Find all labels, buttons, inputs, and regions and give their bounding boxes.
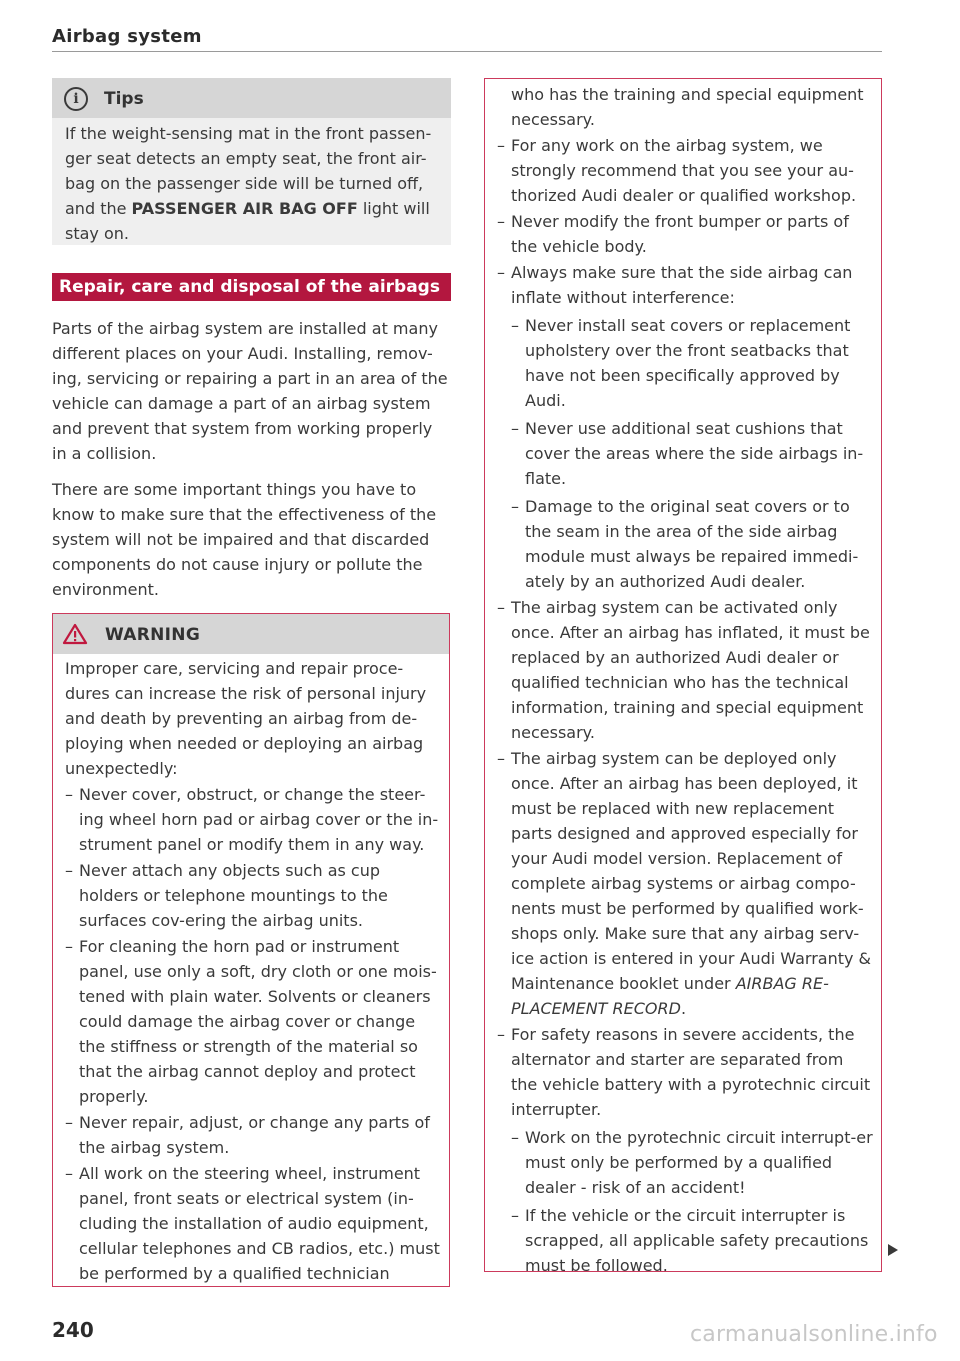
tips-bold-label: PASSENGER AIR BAG OFF xyxy=(131,199,358,218)
list-item: – Always make sure that the side airbag can inflate without interference: xyxy=(497,263,853,307)
tips-title: Tips xyxy=(104,89,144,109)
list-item-text: Never modify the front bumper or parts of the vehicle body. xyxy=(511,212,849,256)
list-item: – For cleaning the horn pad or instrument panel, use only a soft, dry cloth or one mois-tened with plain water. Solvents or cleaners could damage the airbag cover or change the stiffness or strength of the material so that the airbag cannot deploy and protect properly. xyxy=(65,937,437,1106)
list-item-text: . xyxy=(680,999,687,1018)
list-item: – For safety reasons in severe accidents, the alternator and starter are separated from the vehicle battery with a pyrotechnic circuit interrupter. xyxy=(497,1025,871,1119)
header-divider xyxy=(52,51,882,52)
list-item-text: Never cover, obstruct, or change the steer-ing wheel horn pad or airbag cover or the in-strument panel or modify them in any way. xyxy=(79,785,439,854)
sub-list-item: – Never use additional seat cushions that cover the areas where the side airbags in-flate. xyxy=(511,419,864,488)
watermark: carmanualsonline.info xyxy=(690,1322,938,1347)
continuation-text: who has the training and special equipment necessary. xyxy=(511,85,864,129)
list-item-text: The airbag system can be activated only once. After an airbag has inflated, it must be replaced by an authorized Audi dealer or qualified technician who has the technical information, training and special equipment necessary. xyxy=(511,598,870,742)
warning-intro: Improper care, servicing and repair proce-dures can increase the risk of personal injury and death by preventing an airbag from de-ploying when needed or deploying an airbag unexpectedly: xyxy=(65,659,427,778)
list-item-text: Work on the pyrotechnic circuit interrupt-er must only be performed by a qualified dealer - risk of an accident! xyxy=(525,1128,873,1197)
warning-body xyxy=(53,654,449,1286)
tips-text xyxy=(52,118,451,246)
list-item-text: Always make sure that the side airbag can inflate without interference: xyxy=(511,263,853,307)
list-item-text: Never use additional seat cushions that cover the areas where the side airbags in-flate. xyxy=(525,419,864,488)
warning-box xyxy=(52,613,450,1287)
list-item-text: Never repair, adjust, or change any parts of the airbag system. xyxy=(79,1113,430,1157)
list-item: – The airbag system can be activated only once. After an airbag has inflated, it must be replaced by an authorized Audi dealer or qualified technician who has the technical information, training and special equipment necessary. xyxy=(497,598,870,742)
warning-continuation-box xyxy=(484,78,882,1275)
list-item-text: The airbag system can be deployed only once. After an airbag has been deployed, it must be replaced with new replacement parts designed and approved especially for your Audi model version. Replacement of complete airbag systems or airbag compo-nents must be performed by qualified work-shops only. Make sure that any airbag serv-ice action is entered in your Audi Warranty & Maintenance booklet under xyxy=(511,749,872,993)
body-paragraph: Parts of the airbag system are installed at many different places on your Audi. Installing, remov-ing, servicing or repairing a part in an area of the vehicle can damage a part of an airbag system and prevent that system from working properly in a collision. xyxy=(52,319,448,463)
list-item-text: For any work on the airbag system, we strongly recommend that you see your au-thorized Audi dealer or qualified workshop. xyxy=(511,136,857,205)
list-item-text: All work on the steering wheel, instrument panel, front seats or electrical system (in-cluding the installation of audio equipment, cellular telephones and CB radios, etc.) must be performed by a qualified technician xyxy=(79,1164,440,1283)
list-item-text: Damage to the original seat covers or to the seam in the area of the side airbag module must always be repaired immedi-ately by an authorized Audi dealer. xyxy=(525,497,859,591)
italic-reference: AIRBAG RE-PLACEMENT RECORD xyxy=(511,974,829,1018)
continue-arrow-icon xyxy=(888,1244,898,1256)
list-item-text: Never install seat covers or replacement upholstery over the front seatbacks that have not been specifically approved by Audi. xyxy=(525,316,851,410)
body-paragraph: There are some important things you have to know to make sure that the effectiveness of the system will not be impaired and that discarded components do not cause injury or pollute the environment. xyxy=(52,480,437,599)
info-icon: i xyxy=(64,87,88,111)
list-item: – Never modify the front bumper or parts of the vehicle body. xyxy=(497,212,849,256)
list-item: – The airbag system can be deployed only once. After an airbag has been deployed, it must be replaced with new replacement parts designed and approved especially for your Audi model version. Replacement of complete airbag systems or airbag compo-nents must be performed by qualified work-shops only. Make sure that any airbag serv-ice action is entered in your Audi Warranty & Maintenance booklet under AIRBAG RE-PLACEMENT RECORD. xyxy=(497,749,872,1018)
list-item: – Never cover, obstruct, or change the steer-ing wheel horn pad or airbag cover or the in-strument panel or modify them in any way. xyxy=(65,785,439,854)
list-item: – Never attach any objects such as cup holders or telephone mountings to the surfaces cov-ering the airbag units. xyxy=(65,861,388,930)
sub-list-item: – If the vehicle or the circuit interrupter is scrapped, all applicable safety precautions must be followed. xyxy=(511,1206,869,1275)
list-item: – For any work on the airbag system, we strongly recommend that you see your au-thorized Audi dealer or qualified workshop. xyxy=(497,136,857,205)
section-heading: Repair, care and disposal of the airbags xyxy=(52,273,451,301)
sub-list-item: – Work on the pyrotechnic circuit interrupt-er must only be performed by a qualified dealer - risk of an accident! xyxy=(511,1128,873,1197)
page-number: 240 xyxy=(52,1318,94,1342)
tips-text-part: light will stay on. xyxy=(65,199,430,243)
sub-list-item: – Damage to the original seat covers or to the seam in the area of the side airbag module must always be repaired immedi-ately by an authorized Audi dealer. xyxy=(511,497,859,591)
list-item-text: For safety reasons in severe accidents, the alternator and starter are separated from the vehicle battery with a pyrotechnic circuit interrupter. xyxy=(511,1025,871,1119)
list-item: – All work on the steering wheel, instrument panel, front seats or electrical system (in-cluding the installation of audio equipment, cellular telephones and CB radios, etc.) must be performed by a qualified technician xyxy=(65,1164,440,1283)
list-item-text: Never attach any objects such as cup holders or telephone mountings to the surfaces cov-ering the airbag units. xyxy=(79,861,388,930)
tips-box xyxy=(52,78,451,245)
warning-title: WARNING xyxy=(105,625,201,645)
warning-header xyxy=(53,614,449,654)
tips-header xyxy=(52,78,451,118)
list-item: – Never repair, adjust, or change any parts of the airbag system. xyxy=(65,1113,430,1157)
list-item-text: For cleaning the horn pad or instrument panel, use only a soft, dry cloth or one mois-tened with plain water. Solvents or cleaners could damage the airbag cover or change the stiffness or strength of the material so that the airbag cannot deploy and protect properly. xyxy=(79,937,437,1106)
warning-triangle-icon xyxy=(62,623,88,645)
sub-list-item: – Never install seat covers or replacement upholstery over the front seatbacks that have not been specifically approved by Audi. xyxy=(511,316,851,410)
page-header-title: Airbag system xyxy=(52,26,202,47)
tips-text-part: If the weight-sensing mat in the front passen-ger seat detects an empty seat, the front air-bag on the passenger side will be turned off, and the xyxy=(65,124,432,218)
list-item-text: If the vehicle or the circuit interrupter is scrapped, all applicable safety precautions must be followed. xyxy=(525,1206,869,1275)
